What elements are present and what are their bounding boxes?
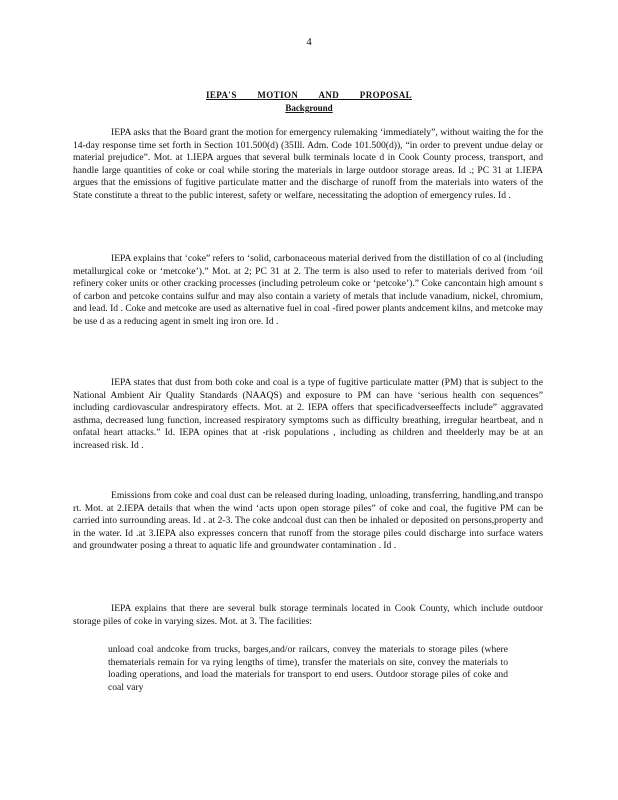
section-subheading — [0, 103, 618, 113]
paragraph-emissions: Emissions from coke and coal dust can be released during loading, unloading, transferring, handling,and transpo rt. Mot. at 2.IEPA details that when the wind ‘acts upon open storage piles” of coke and coal, the fugitive PM can be carried into surrounding areas. Id . at 2-3. The coke andcoal dust can then be inhaled or deposited on persons,property and in the water. Id .at 3.IEPA also expresses concern that runoff from the storage piles could discharge into surface waters and groundwater posing a threat to aquatic life and groundwater contamination . Id . — [73, 490, 543, 552]
section-subheading-text: Background — [285, 103, 333, 113]
section-heading-text: IEPA'S MOTION AND PROPOSAL — [206, 90, 412, 100]
paragraph-health-effects: IEPA states that dust from both coke and coal is a type of fugitive particulate matter (PM) that is subject to the National Ambient Air Quality Standards (NAAQS) and exposure to PM can have ‘serious health con sequences” including cardiovascular andrespiratory effects. Mot. at 2. IEPA offers that specificadverseeffects include” aggravated asthma, decreased lung function, increased respiratory symptoms such as difficulty breathing, irregular heartbeat, and n onfatal heart attacks.” Id. IEPA opines that at -risk populations , including as children and theelderly may be at an increased risk. Id . — [73, 377, 543, 451]
paragraph-storage-terminals: IEPA explains that there are several bulk storage terminals located in Cook County, which include outdoor storage piles of coke in varying sizes. Mot. at 3. The facilities: — [73, 603, 543, 627]
section-heading — [0, 90, 618, 100]
block-quote: unload coal andcoke from trucks, barges,and/or railcars, convey the materials to storage piles (where thematerials remain for va rying lengths of time), transfer the materials on site, convey the materials to loading operations, and load the materials for transport to end users. Outdoor storage piles of coke and coal vary — [108, 644, 508, 693]
page-number: 4 — [306, 36, 312, 48]
paragraph-motion-request: IEPA asks that the Board grant the motion for emergency rulemaking ‘immediately”, without waiting the for the 14-day response time set forth in Section 101.500(d) (35Ill. Adm. Code 101.500(d)), “in order to prevent undue delay or material prejudice”. Mot. at 1.IEPA argues that several bulk terminals locate d in Cook County process, transport, and handle large quantities of coke or coal while storing the materials in large outdoor storage areas. Id .; PC 31 at 1.IEPA argues that the emissions of fugitive particulate matter and the discharge of runoff from the materials into waters of the State constitute a threat to the public interest, safety or welfare, necessitating the adoption of emergency rules. Id . — [73, 127, 543, 201]
paragraph-coke-definition: IEPA explains that ‘coke” refers to ‘solid, carbonaceous material derived from the distillation of co al (including metallurgical coke or ‘metcoke’).” Mot. at 2; PC 31 at 2. The term is also used to refer to materials derived from ‘oil refinery coker units or other cracking processes (including petroleum coke or ‘petcoke’).” Coke cancontain high amount s of carbon and petcoke contains sulfur and may also contain a variety of metals that include vanadium, nickel, chromium, and lead. Id . Coke and metcoke are used as alternative fuel in coal -fired power plants andcement kilns, and metcoke may be use d as a reducing agent in smelt ing iron ore. Id . — [73, 253, 543, 327]
